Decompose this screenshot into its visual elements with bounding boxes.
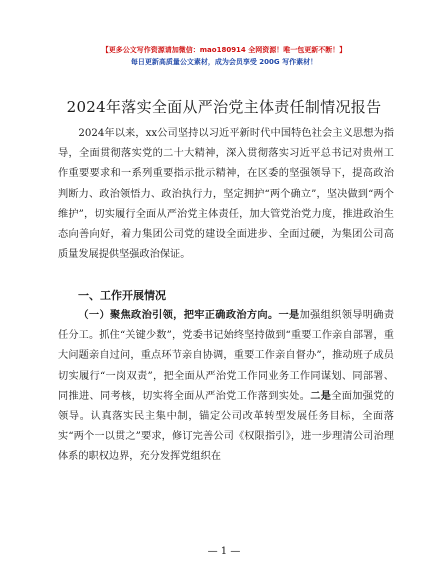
intro-paragraph: 2024年以来，xx公司坚持以习近平新时代中国特色社会主义思想为指导，全面贯彻落实党的二十大精神，深入贯彻落实习近平总书记对贵州工作重要要求和一系列重要指示批示精神，在区委的坚强领导下，提高政治判断力、政治领悟力、政治执行力，坚定拥护“两个确立”，坚决做到“两个维护”，切实履行全面从严治党主体责任，加大管党治党力度，推进政治生态向善向好，着力集团公司党的建设全面进步、全面过硬，为集团公司高质量发展提供坚强政治保证。 — [58, 128, 394, 261]
point-marker-one: 一是 — [278, 310, 300, 321]
promo-line-red: 【更多公文写作资源请加微信：mao180914 全网资源！唯一包更新不断！】 — [101, 46, 347, 54]
page-number: — 1 — — [207, 546, 241, 557]
point-marker-two: 二是 — [310, 390, 332, 402]
document-title: 2024年落实全面从严治党主体责任制情况报告 — [66, 98, 382, 116]
subsection-heading: （一）聚焦政治引领，把牢正确政治方向。 — [78, 310, 279, 321]
point-text-two: 全面加强党的领导。认真落实民主集中制，锚定公司改革转型发展任务目标，全面落实“两个一以贯之”要求，修订完善公司《权限指引》，进一步理清公司治理体系的职权边界，充分发挥党组织在 — [58, 390, 395, 463]
promo-line-blue: 每日更新高质量公文素材，成为会员享受 200G 写作素材！ — [130, 58, 318, 66]
point-text-one: 加强组织领导明确责任分工。抓住“关键少数”，党委书记始终坚持做到“重要工作亲自部署，重大问题亲自过问，重点环节亲自协调，重要工作亲自督办”，推动班子成员切实履行“一岗双责”，把全面从严治党工作同业务工作同谋划、同部署、同推进、同考核，切实将全面从严治党工作落到实处。 — [58, 310, 395, 402]
section-paragraph-political-leadership — [58, 306, 394, 468]
section-heading-work-progress: 一、工作开展情况 — [78, 289, 166, 302]
